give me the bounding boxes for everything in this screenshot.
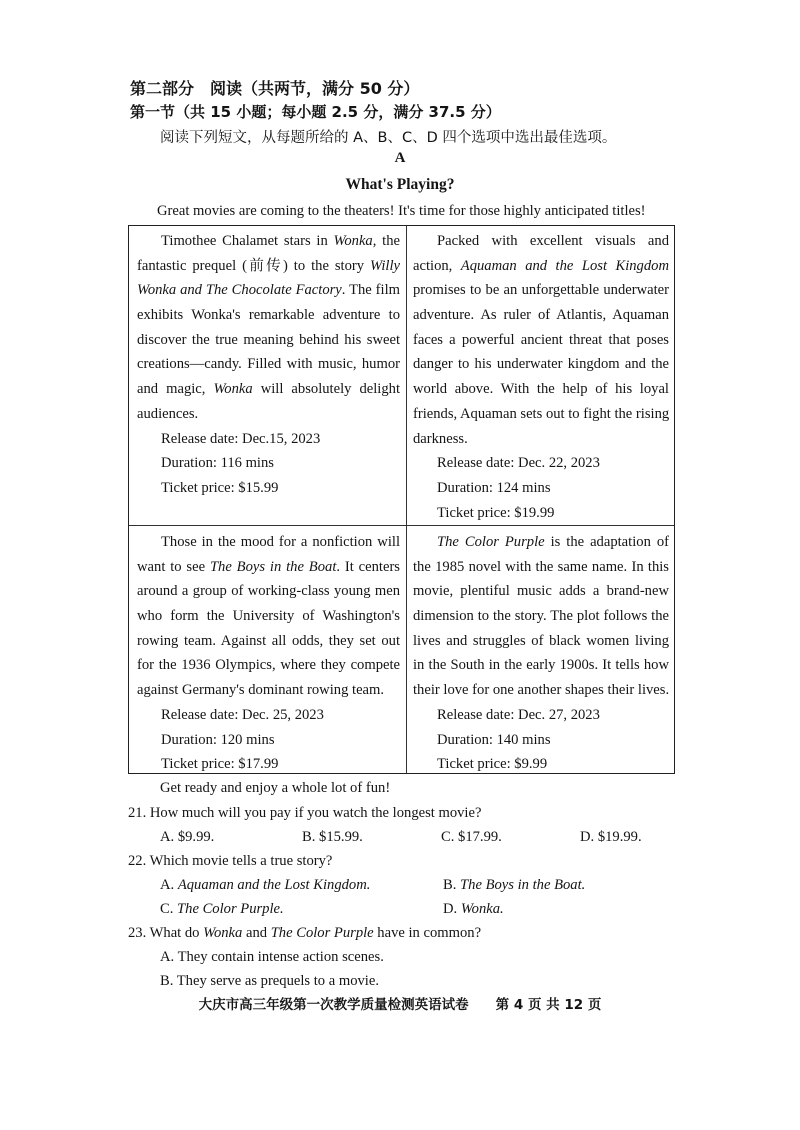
- question-22-option-d[interactable]: [443, 901, 504, 918]
- text-segment: friends, Aquaman sets out to fight the rising: [413, 405, 670, 422]
- column-divider: [406, 226, 407, 773]
- cell-text-line: [413, 377, 669, 402]
- option-text: The Color Purple.: [177, 901, 284, 917]
- duration-info: Duration: 116 mins: [161, 455, 274, 472]
- cell-text-line: [413, 678, 669, 703]
- text-segment: in the South in the early 1900s. It tells how: [413, 657, 669, 674]
- cell-text-line: [413, 604, 669, 629]
- text-segment: against Germany's dominant rowing team.: [137, 682, 385, 699]
- text-segment: promises to be an unforgettable underwater: [413, 282, 669, 299]
- question-21-option-a[interactable]: A. $9.99.: [160, 829, 215, 845]
- text-segment: world above. With the help of his loyal: [413, 381, 669, 398]
- movie-title-italic: Willy: [370, 257, 400, 274]
- text-segment: rowing team. Against all odds, they set out: [137, 632, 400, 649]
- cell-text-line: [137, 229, 400, 254]
- option-text: Wonka.: [460, 901, 504, 917]
- cell-text-line: [137, 604, 400, 629]
- price-info: Ticket price: $9.99: [437, 756, 548, 773]
- price-info: Ticket price: $15.99: [161, 479, 279, 496]
- movie-title-italic: Wonka: [213, 381, 253, 398]
- duration-info: Duration: 140 mins: [437, 731, 551, 748]
- text-segment: danger to his underwater kingdom and the: [413, 356, 669, 373]
- movie-title-italic: Wonka and The Chocolate Factory: [137, 282, 342, 299]
- movie-title-italic: Wonka: [333, 233, 373, 249]
- release-info: Release date: Dec. 22, 2023: [437, 455, 600, 472]
- duration-info: Duration: 124 mins: [437, 479, 551, 496]
- release-info: Release date: Dec. 25, 2023: [161, 706, 324, 723]
- question-21-stem: 21. How much will you pay if you watch the longest movie?: [128, 805, 482, 821]
- cell-text-line: [137, 653, 400, 678]
- cell-text-line: [137, 678, 400, 703]
- text-segment: faces a powerful ancient threat that poses: [413, 331, 669, 348]
- cell-text-line: [413, 402, 669, 427]
- movie-title-italic: Aquaman and the Lost Kingdom: [460, 257, 669, 274]
- cell-text-line: [137, 579, 400, 604]
- release-info: Release date: Dec.15, 2023: [161, 430, 321, 447]
- option-text: Aquaman and the Lost Kingdom.: [177, 877, 371, 893]
- movies-table: [128, 225, 675, 774]
- option-text: The Boys in the Boat.: [460, 877, 586, 893]
- option-letter: C.: [160, 901, 178, 917]
- part-heading: 第二部分 阅读（共两节，满分 50 分）: [130, 79, 420, 98]
- option-letter: A.: [160, 877, 178, 893]
- cell-text-line: [413, 229, 669, 254]
- text-segment: dimension to the story. The plot follows the: [413, 608, 669, 625]
- text-segment: the 1985 novel with the same name. In this: [413, 558, 669, 575]
- stem-title: Wonka: [203, 925, 243, 941]
- cell-text-line: [413, 629, 669, 654]
- question-22-option-c[interactable]: [160, 901, 284, 918]
- text-segment: adventure. As ruler of Atlantis, Aquaman: [413, 307, 669, 324]
- cell-text-line: [137, 555, 400, 580]
- stem-title: The Color Purple: [270, 925, 374, 941]
- passage-label: A: [394, 150, 406, 166]
- instruction: 阅读下列短文，从每题所给的 A、B、C、D 四个选项中选出最佳选项。: [160, 130, 617, 146]
- text-segment: fantastic prequel (前传) to the story: [137, 257, 370, 274]
- text-segment: creations—candy. Filled with music, humor: [137, 356, 400, 373]
- cell-text-line: [137, 352, 400, 377]
- option-letter: B.: [443, 877, 461, 893]
- option-letter: D.: [443, 901, 461, 917]
- cell-text-line: [137, 278, 400, 303]
- question-23-option-a[interactable]: A. They contain intense action scenes.: [160, 949, 384, 965]
- stem-part: 23. What do: [128, 925, 204, 941]
- release-info: Release date: Dec. 27, 2023: [437, 706, 600, 723]
- price-info: Ticket price: $19.99: [437, 504, 555, 521]
- movie-title-italic: The Boys in the Boat: [209, 558, 337, 575]
- passage-outro: Get ready and enjoy a whole lot of fun!: [160, 780, 391, 796]
- cell-text-line: [413, 427, 669, 452]
- movie-cell-color-purple: [413, 530, 669, 777]
- cell-text-line: [137, 254, 400, 279]
- movie-cell-aquaman: [413, 229, 669, 525]
- question-21-option-d[interactable]: D. $19.99.: [580, 829, 642, 845]
- text-segment: Packed with excellent visuals and: [437, 233, 669, 249]
- cell-text-line: [137, 530, 400, 555]
- stem-part: have in common?: [373, 925, 482, 941]
- text-segment: around a group of working-class young men: [137, 583, 400, 600]
- text-segment: exhibits Wonka's remarkable adventure to: [137, 307, 400, 324]
- text-segment: , the: [372, 233, 400, 249]
- question-22-option-a[interactable]: [160, 877, 370, 894]
- question-22-stem: 22. Which movie tells a true story?: [128, 853, 333, 869]
- movie-title-italic: The Color Purple: [437, 534, 545, 550]
- question-23-option-b[interactable]: B. They serve as prequels to a movie.: [160, 973, 379, 989]
- text-segment: Those in the mood for a nonfiction will: [161, 534, 400, 550]
- page-footer: 大庆市高三年级第一次教学质量检测英语试卷 第 4 页 共 12 页: [198, 997, 602, 1013]
- text-segment: who form the University of Washington's: [137, 608, 400, 625]
- text-segment: action,: [413, 257, 461, 274]
- text-segment: Timothee Chalamet stars in: [161, 233, 334, 249]
- cell-text-line: [413, 653, 669, 678]
- cell-text-line: [137, 328, 400, 353]
- text-segment: will absolutely delight: [252, 381, 400, 398]
- question-21-option-b[interactable]: B. $15.99.: [302, 829, 363, 845]
- passage-title: What's Playing?: [345, 176, 455, 193]
- text-segment: movie, plentiful music adds a brand-new: [413, 583, 669, 600]
- text-segment: discover the true meaning behind his sweet: [137, 331, 400, 348]
- text-segment: . It centers: [336, 558, 400, 575]
- cell-text-line: [137, 377, 400, 402]
- cell-text-line: [413, 303, 669, 328]
- text-segment: their love for one another shapes their lives.: [413, 682, 670, 699]
- cell-text-line: [137, 629, 400, 654]
- text-segment: want to see: [137, 558, 210, 575]
- question-21-option-c[interactable]: C. $17.99.: [441, 829, 502, 845]
- stem-part: and: [242, 925, 271, 941]
- movie-cell-wonka: [137, 229, 400, 501]
- price-info: Ticket price: $17.99: [161, 756, 279, 773]
- text-segment: is the adaptation of: [544, 534, 669, 550]
- question-23-stem: [128, 925, 481, 942]
- cell-text-line: [413, 278, 669, 303]
- text-segment: . The film: [341, 282, 400, 299]
- cell-text-line: [413, 254, 669, 279]
- text-segment: lives and struggles of black women living: [413, 632, 669, 649]
- section-heading: 第一节（共 15 小题；每小题 2.5 分，满分 37.5 分）: [130, 103, 501, 121]
- cell-text-line: [413, 530, 669, 555]
- cell-text-line: [137, 303, 400, 328]
- movie-cell-boys-in-the-boat: [137, 530, 400, 777]
- text-segment: darkness.: [413, 430, 468, 447]
- duration-info: Duration: 120 mins: [161, 731, 275, 748]
- cell-text-line: [413, 579, 669, 604]
- cell-text-line: [413, 555, 669, 580]
- text-segment: and magic,: [137, 381, 214, 398]
- text-segment: audiences.: [137, 405, 199, 422]
- passage-intro: Great movies are coming to the theaters! It's time for those highly anticipated titles!: [157, 203, 646, 219]
- cell-text-line: [413, 352, 669, 377]
- cell-text-line: [137, 402, 400, 427]
- cell-text-line: [413, 328, 669, 353]
- text-segment: for the 1936 Olympics, where they compete: [137, 657, 400, 674]
- question-22-option-b[interactable]: [443, 877, 585, 894]
